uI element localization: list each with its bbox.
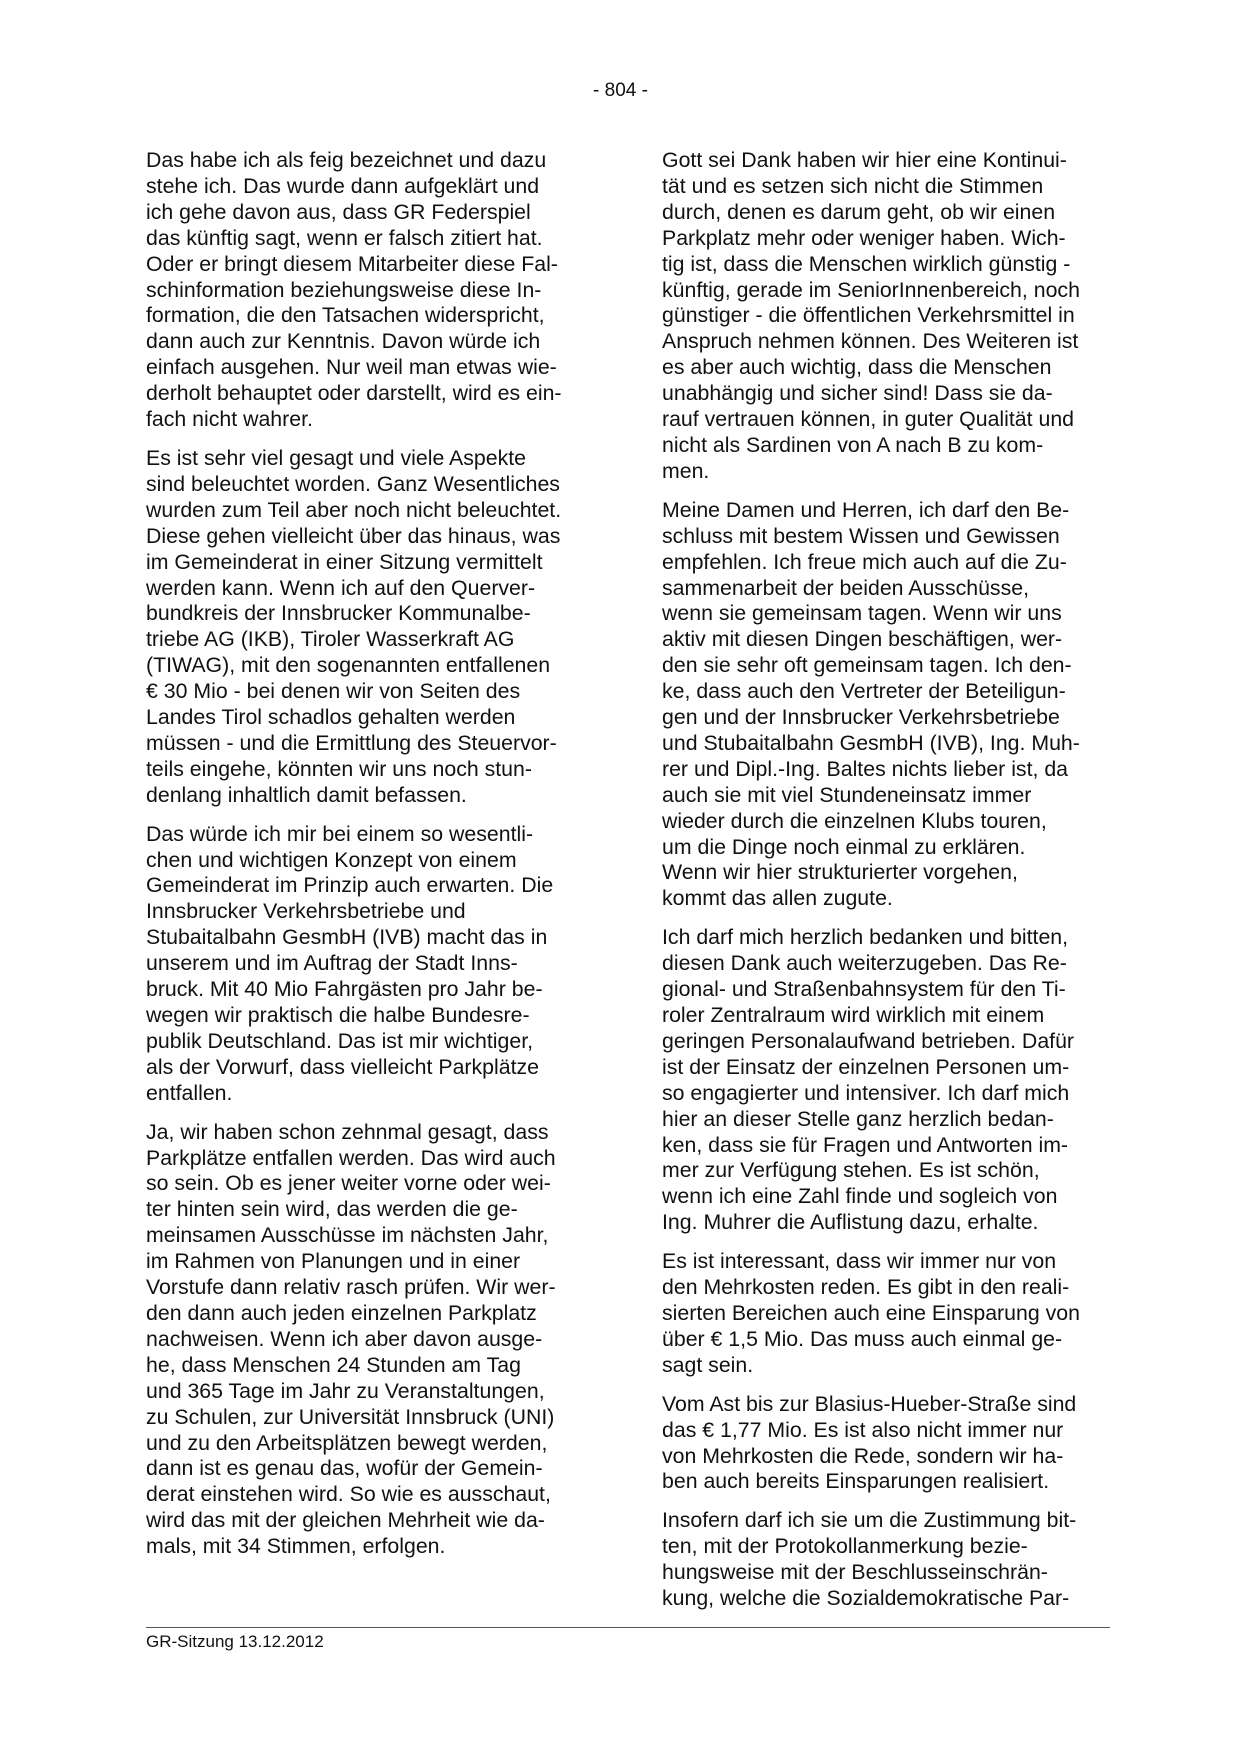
text-line: fach nicht wahrer. — [146, 407, 313, 432]
text-line: roler Zentralraum wird wirklich mit einem — [662, 1003, 1045, 1027]
text-line: so sein. Ob es jener weiter vorne oder wei- — [146, 1171, 551, 1196]
text-line: schluss mit bestem Wissen und Gewissen — [662, 523, 1060, 548]
text-line: tät und es setzen sich nicht die Stimmen — [662, 173, 1044, 198]
text-line: derholt behauptet oder darstellt, wird es ein- — [146, 381, 562, 406]
text-line: nachweisen. Wenn ich aber davon ausge- — [146, 1326, 543, 1351]
left-column — [146, 148, 606, 1573]
text-line: den Mehrkosten reden. Es gibt in den reali- — [662, 1275, 1070, 1300]
text-line: teils eingehe, könnten wir uns noch stun- — [146, 756, 532, 781]
paragraph — [662, 148, 1132, 485]
text-line: mer zur Verfügung stehen. Es ist schön, — [662, 1158, 1040, 1183]
text-line: Es ist sehr viel gesagt und viele Aspekte — [146, 445, 527, 470]
text-line: kung, welche die Sozialdemokratische Par- — [662, 1586, 1070, 1611]
paragraph — [146, 148, 606, 433]
text-line: publik Deutschland. Das ist mir wichtiger, — [146, 1028, 534, 1053]
paragraph — [662, 1392, 1132, 1496]
text-line: Es ist interessant, dass wir immer nur von — [662, 1249, 1057, 1274]
text-line: das € 1,77 Mio. Es ist also nicht immer nur — [662, 1417, 1064, 1442]
text-line: Meine Damen und Herren, ich darf den Be- — [662, 497, 1070, 522]
text-line: ken, dass sie für Fragen und Antworten im- — [662, 1132, 1069, 1157]
text-line: wenn sie gemeinsam tagen. Wenn wir uns — [662, 601, 1062, 626]
paragraph — [662, 925, 1132, 1236]
text-line: nicht als Sardinen von A nach B zu kom- — [662, 432, 1044, 457]
text-line: geringen Personalaufwand betrieben. Dafür — [662, 1028, 1075, 1053]
text-line: Gemeinderat im Prinzip auch erwarten. Die — [146, 873, 554, 898]
text-line: werden kann. Wenn ich auf den Querver- — [146, 575, 536, 600]
text-line: bruck. Mit 40 Mio Fahrgästen pro Jahr be- — [146, 977, 543, 1002]
text-line: denlang inhaltlich damit befassen. — [146, 782, 467, 807]
text-line: stehe ich. Das wurde dann aufgeklärt und — [146, 173, 540, 198]
text-line: empfehlen. Ich freue mich auch auf die Zu- — [662, 549, 1067, 574]
text-line: wegen wir praktisch die halbe Bundesre- — [146, 1003, 530, 1027]
text-line: gen und der Innsbrucker Verkehrsbetriebe — [662, 705, 1060, 730]
paragraph — [662, 498, 1132, 913]
text-line: unabhängig und sicher sind! Dass sie da- — [662, 381, 1053, 406]
text-line: dann ist es genau das, wofür der Gemein- — [146, 1456, 543, 1481]
text-line: einfach ausgehen. Nur weil man etwas wie- — [146, 355, 557, 380]
text-line: den dann auch jeden einzelnen Parkplatz — [146, 1300, 537, 1325]
text-line: Landes Tirol schadlos gehalten werden — [146, 705, 516, 730]
text-line: ke, dass auch den Vertreter der Beteiligun- — [662, 679, 1066, 704]
text-line: Stubaitalbahn GesmbH (IVB) macht das in — [146, 925, 548, 950]
text-line: aktiv mit diesen Dingen beschäftigen, wer- — [662, 627, 1063, 652]
text-line: tig ist, dass die Menschen wirklich günstig - — [662, 251, 1071, 276]
text-line: Das würde ich mir bei einem so wesentli- — [146, 821, 534, 846]
text-line: als der Vorwurf, dass vielleicht Parkplätze — [146, 1054, 539, 1079]
text-line: um die Dinge noch einmal zu erklären. — [662, 834, 1026, 859]
text-line: Ja, wir haben schon zehnmal gesagt, dass — [146, 1119, 549, 1144]
text-line: mals, mit 34 Stimmen, erfolgen. — [146, 1534, 446, 1559]
paragraph — [662, 1249, 1132, 1379]
text-line: auch sie mit viel Stundeneinsatz immer — [662, 782, 1032, 807]
text-line: wird das mit der gleichen Mehrheit wie da- — [146, 1508, 545, 1533]
text-line: formation, die den Tatsachen widerspricht, — [146, 303, 545, 328]
text-line: im Gemeinderat in einer Sitzung vermittelt — [146, 549, 543, 574]
text-line: Insofern darf ich sie um die Zustimmung bit- — [662, 1508, 1077, 1533]
paragraph — [146, 1120, 606, 1560]
text-line: Ing. Muhrer die Auflistung dazu, erhalte. — [662, 1210, 1039, 1235]
text-line: wurden zum Teil aber noch nicht beleuchtet. — [146, 497, 562, 522]
text-line: sammenarbeit der beiden Ausschüsse, — [662, 575, 1029, 600]
text-line: triebe AG (IKB), Tiroler Wasserkraft AG — [146, 627, 515, 652]
footer-session-date: GR-Sitzung 13.12.2012 — [146, 1632, 324, 1651]
text-line: künftig, gerade im SeniorInnenbereich, noch — [662, 277, 1080, 302]
right-column — [662, 148, 1132, 1625]
text-line: ist der Einsatz der einzelnen Personen um- — [662, 1054, 1070, 1079]
text-line: Vom Ast bis zur Blasius-Hueber-Straße sind — [662, 1391, 1077, 1416]
text-line: ben auch bereits Einsparungen realisiert. — [662, 1469, 1050, 1494]
paragraph — [146, 446, 606, 809]
text-line: durch, denen es darum geht, ob wir einen — [662, 199, 1056, 224]
text-line: men. — [662, 458, 710, 483]
text-line: wenn ich eine Zahl finde und sogleich von — [662, 1184, 1058, 1209]
text-line: sagt sein. — [662, 1352, 754, 1377]
text-line: Oder er bringt diesem Mitarbeiter diese Fal- — [146, 251, 558, 276]
footer-divider — [146, 1627, 1110, 1628]
text-line: he, dass Menschen 24 Stunden am Tag — [146, 1352, 521, 1377]
text-line: über € 1,5 Mio. Das muss auch einmal ge- — [662, 1326, 1063, 1351]
text-line: und zu den Arbeitsplätzen bewegt werden, — [146, 1430, 548, 1455]
text-line: rer und Dipl.-Ing. Baltes nichts lieber ist, da — [662, 756, 1069, 781]
text-line: den sie sehr oft gemeinsam tagen. Ich den- — [662, 653, 1072, 678]
text-line: Das habe ich als feig bezeichnet und dazu — [146, 148, 547, 172]
text-line: ter hinten sein wird, das werden die ge- — [146, 1197, 518, 1222]
text-line: und 365 Tage im Jahr zu Veranstaltungen, — [146, 1378, 545, 1403]
text-line: hungsweise mit der Beschlusseinschrän- — [662, 1560, 1048, 1585]
text-line: (TIWAG), mit den sogenannten entfallenen — [146, 653, 551, 678]
text-line: Wenn wir hier strukturierter vorgehen, — [662, 860, 1018, 885]
text-line: hier an dieser Stelle ganz herzlich bedan- — [662, 1106, 1054, 1131]
text-line: von Mehrkosten die Rede, sondern wir ha- — [662, 1443, 1064, 1468]
text-line: Parkplatz mehr oder weniger haben. Wich- — [662, 225, 1066, 250]
text-line: sind beleuchtet worden. Ganz Wesentliches — [146, 471, 560, 496]
text-line: und Stubaitalbahn GesmbH (IVB), Ing. Muh- — [662, 730, 1080, 755]
text-line: bundkreis der Innsbrucker Kommunalbe- — [146, 601, 531, 626]
text-line: kommt das allen zugute. — [662, 886, 893, 911]
text-line: Parkplätze entfallen werden. Das wird auch — [146, 1145, 556, 1170]
text-line: es aber auch wichtig, dass die Menschen — [662, 355, 1052, 380]
text-line: Vorstufe dann relativ rasch prüfen. Wir wer- — [146, 1275, 556, 1300]
text-line: so engagierter und intensiver. Ich darf mich — [662, 1080, 1070, 1105]
text-line: gional- und Straßenbahnsystem für den Ti- — [662, 977, 1066, 1002]
text-line: meinsamen Ausschüsse im nächsten Jahr, — [146, 1223, 549, 1248]
text-line: € 30 Mio - bei denen wir von Seiten des — [146, 679, 521, 704]
text-line: Ich darf mich herzlich bedanken und bitten, — [662, 925, 1069, 950]
text-line: wieder durch die einzelnen Klubs touren, — [662, 808, 1047, 833]
text-line: entfallen. — [146, 1080, 233, 1105]
text-line: schinformation beziehungsweise diese In- — [146, 277, 542, 302]
text-line: müssen - und die Ermittlung des Steuervor- — [146, 730, 557, 755]
text-line: chen und wichtigen Konzept von einem — [146, 847, 517, 872]
text-line: diesen Dank auch weiterzugeben. Das Re- — [662, 951, 1067, 976]
text-line: ich gehe davon aus, dass GR Federspiel — [146, 199, 531, 224]
text-line: günstiger - die öffentlichen Verkehrsmittel in — [662, 303, 1075, 328]
text-line: Gott sei Dank haben wir hier eine Kontinui- — [662, 148, 1067, 172]
text-line: Diese gehen vielleicht über das hinaus, was — [146, 523, 561, 548]
text-line: zu Schulen, zur Universität Innsbruck (UNI) — [146, 1404, 555, 1429]
paragraph — [146, 822, 606, 1107]
text-line: rauf vertrauen können, in guter Qualität und — [662, 407, 1075, 432]
text-line: Anspruch nehmen können. Des Weiteren ist — [662, 329, 1079, 354]
page-number: - 804 - — [593, 80, 648, 101]
text-line: ten, mit der Protokollanmerkung bezie- — [662, 1534, 1028, 1559]
text-line: im Rahmen von Planungen und in einer — [146, 1249, 521, 1274]
text-line: derat einstehen wird. So wie es ausschaut, — [146, 1482, 551, 1507]
paragraph — [662, 1508, 1132, 1612]
text-line: sierten Bereichen auch eine Einsparung von — [662, 1300, 1080, 1325]
text-line: unserem und im Auftrag der Stadt Inns- — [146, 951, 518, 976]
text-line: das künftig sagt, wenn er falsch zitiert hat. — [146, 225, 543, 250]
text-line: Innsbrucker Verkehrsbetriebe und — [146, 899, 466, 924]
text-line: dann auch zur Kenntnis. Davon würde ich — [146, 329, 541, 354]
